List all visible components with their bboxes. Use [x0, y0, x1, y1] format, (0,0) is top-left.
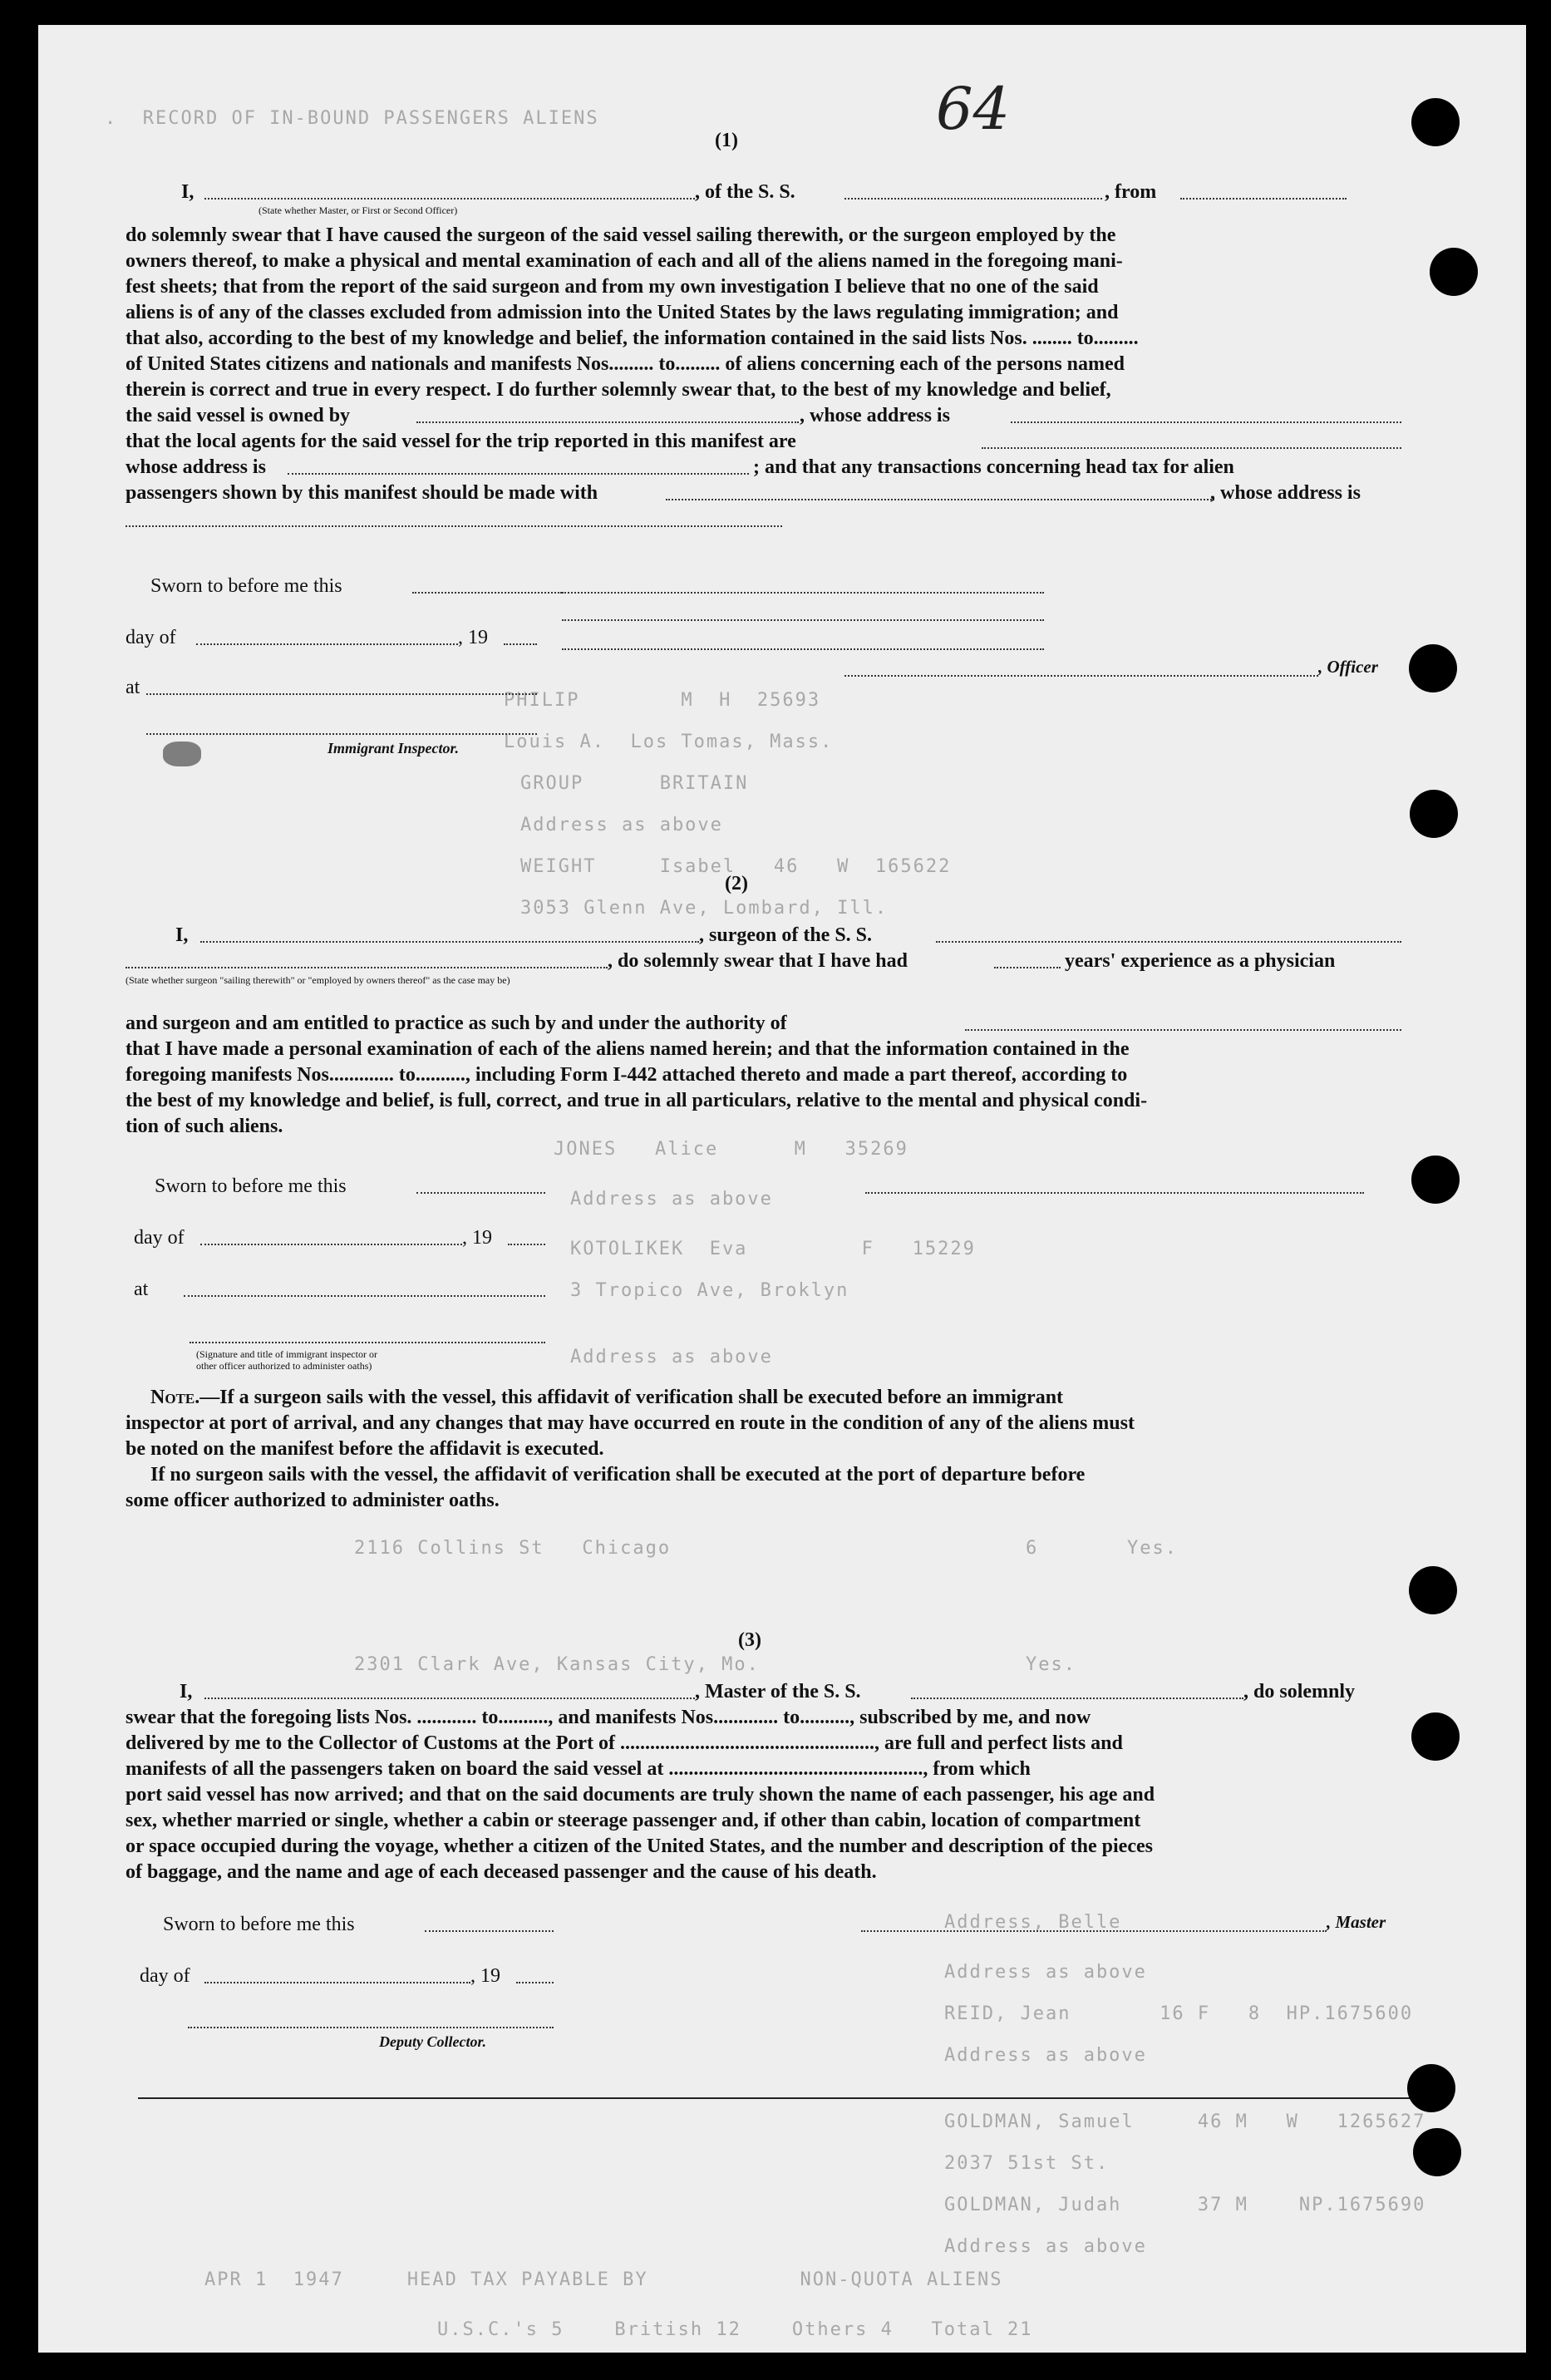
surgeon-status-blank[interactable] — [126, 967, 608, 968]
year-label-1: , 19 — [458, 627, 488, 648]
surgeon-caption: (State whether surgeon "sailing therewith" or "employed by owners thereof" as the case may be) — [126, 974, 510, 986]
do-solemnly-label-3: , do solemnly — [1243, 1681, 1356, 1702]
note-paragraph: Note.—If a surgeon sails with the vessel, this affidavit of verification shall be executed before an immigrant inspector at port of arrival, and any changes that may have occurred en route in the condition of any of the aliens must be noted on the manifest before the affidavit is executed. If no surgeon sails with the vessel, the affidavit of verification shall be executed at the port of departure before some officer authorized to administer oaths. — [126, 1387, 1135, 1511]
punch-hole — [1411, 1156, 1460, 1204]
passengers-shown-label: passengers shown by this manifest should be made with — [126, 482, 598, 504]
surgeon-authority-label: and surgeon and am entitled to practice as such by and under the authority of — [126, 1013, 787, 1034]
punch-hole — [1409, 644, 1457, 692]
sworn-label-2: Sworn to before me this — [155, 1175, 347, 1197]
surgeon-of-ss-label: , surgeon of the S. S. — [699, 924, 873, 946]
surgeon-i: I, — [175, 924, 189, 946]
at-blank-2[interactable] — [184, 1295, 545, 1297]
day-of-label-2: day of — [134, 1227, 185, 1249]
vessel-name-blank[interactable] — [844, 198, 1102, 200]
day-of-blank-3[interactable] — [204, 1982, 470, 1983]
surgeon-name-blank[interactable] — [200, 941, 699, 943]
owner-address-blank[interactable] — [1011, 421, 1401, 423]
master-name-blank[interactable] — [204, 198, 695, 200]
master-of-ss-label: , Master of the S. S. — [695, 1681, 861, 1702]
master-label: , Master — [1327, 1912, 1386, 1932]
owned-by-label: the said vessel is owned by — [126, 405, 351, 426]
punch-hole — [1411, 1712, 1460, 1761]
deputy-collector-line[interactable] — [188, 2027, 554, 2028]
from-port-blank[interactable] — [1180, 198, 1347, 200]
year-label-3: , 19 — [470, 1965, 500, 1987]
officer-label: , Officer — [1318, 657, 1378, 677]
at-label-2: at — [134, 1279, 149, 1300]
master-signature-line[interactable] — [861, 1930, 1327, 1932]
at-blank-1[interactable] — [146, 693, 537, 695]
at-label-1: at — [126, 677, 140, 698]
ink-smudge — [163, 742, 201, 766]
sworn-day-blank-1[interactable] — [412, 592, 562, 594]
bottom-rule — [138, 2097, 1426, 2099]
deputy-collector-label: Deputy Collector. — [379, 2033, 486, 2050]
local-agents-blank[interactable] — [982, 447, 1401, 449]
year-label-2: , 19 — [462, 1227, 492, 1249]
sworn-label-1: Sworn to before me this — [150, 575, 342, 597]
day-of-blank-2[interactable] — [200, 1244, 462, 1245]
handwritten-page-number: 64 — [936, 75, 1011, 143]
vessel-name-blank-3[interactable] — [911, 1698, 1243, 1699]
year-blank-1[interactable] — [504, 643, 537, 645]
section-2-oath-text: that I have made a personal examination of each of the aliens named herein; and that the information contained in the foregoing manifests Nos............. to.........., including Form I-442 attached thereto and made a part thereof, according to the best of my knowledge and belief, is full, correct, and true in all particulars, relative to the mental and physical condi- tion of such aliens. — [126, 1038, 1148, 1137]
administering-officer-line[interactable] — [190, 1342, 545, 1343]
master-i: I, — [180, 1681, 193, 1702]
section-3-oath-text: swear that the foregoing lists Nos. ............ to.........., and manifests Nos............. to.........., subscribed by me, and now delivered by me to the Collector of Customs at the Port of ..................................................., are full and perfect lists and manifests of all the passengers taken on board the said vessel at ..................................................., from which port said vessel has now arrived; and that on the said documents are truly shown the name of each passenger, his age and sex, whether married or single, whether a cabin or steerage passenger and, if other than cabin, location of compartment or space occupied during the voyage, whether a citizen of the United States, and the number and description of the pieces of baggage, and the name and age of each deceased passenger and the cause of his death. — [126, 1707, 1155, 1883]
of-the-ss-label: , of the S. S. — [695, 181, 795, 203]
owner-blank[interactable] — [416, 421, 799, 423]
sworn-day-blank-3[interactable] — [425, 1930, 554, 1932]
punch-hole — [1411, 98, 1460, 146]
signature-line-1b[interactable] — [562, 619, 1044, 621]
surgeon-vessel-blank[interactable] — [936, 941, 1401, 943]
sworn-day-blank-2[interactable] — [416, 1192, 545, 1194]
signature-line-1c[interactable] — [562, 648, 1044, 650]
master-name-blank-3[interactable] — [204, 1698, 695, 1699]
head-tax-address-label: , whose address is — [1210, 482, 1361, 504]
day-of-blank-1[interactable] — [196, 643, 458, 645]
punch-hole — [1413, 2128, 1461, 2176]
authority-blank[interactable] — [965, 1029, 1401, 1031]
punch-hole — [1407, 2064, 1455, 2112]
year-blank-2[interactable] — [508, 1244, 545, 1245]
local-agents-label: that the local agents for the said vessel for the trip reported in this manifest are — [126, 431, 796, 452]
from-label: , from — [1105, 181, 1157, 203]
day-of-label-1: day of — [126, 627, 176, 648]
inspector-signature-line[interactable] — [146, 733, 537, 735]
head-tax-party-blank[interactable] — [666, 499, 1214, 500]
section-1-heading: (1) — [715, 130, 738, 151]
punch-hole — [1410, 790, 1458, 838]
do-solemnly-label-2: , do solemnly swear that I have had — [608, 950, 908, 972]
punch-hole — [1430, 248, 1478, 296]
immigrant-inspector-label: Immigrant Inspector. — [327, 740, 460, 756]
section-3-heading: (3) — [738, 1629, 761, 1651]
manifest-page: . RECORD OF IN-BOUND PASSENGERS ALIENS PHILIP M H 25693 Louis A. Los Tomas, Mass. GROUP BRITAIN Address as above WEIGHT Isabel 46 W 165622 3053 Glenn Ave, Lombard, Ill. JONES Alice M 35269 Address as above KOTOLIKEK Eva F 15229 3 Tropico Ave, Broklyn Address as above 2116 Collins St Chicago 6 Yes. 2301 Clark Ave, Kansas City, Mo. Yes. Address, Belle Address as above REID, Jean 16 F 8 HP.1675600 Address as above GOLDMAN, Samuel 46 M W 1265627 2037 51st St. GOLDMAN, Judah 37 M NP.1675690 Address as above APR 1 1947 HEAD TAX PAYABLE BY NON-QUOTA ALIENS U.S.C.'s 5 British 12 Others 4 Total 21 64 (1) I, , of the S. S. , from (State whether Master, or First or Second Officer) do solemnly swear that I have caused the surgeon of the said vessel sailing therewith, or the surgeon employed by the owners thereof, to make a physical and mental examination of each and all of the aliens named in the foregoing mani- fest sheets; that from the report of the said surgeon and from my own investigation I believe that no one of the said aliens is of any of the classes excluded from admission into the United States by the laws regulating immigration; and that also, according to the best of my knowledge and belief, the information contained in the said lists Nos. ........ to......... of United States citizens and nationals and manifests Nos......... to......... of aliens concerning each of the persons named therein is correct and true in every respect. I do further solemnly swear that, to the best of my knowledge and belief, the said vessel is owned by , whose address is that the local agents for the said vessel for the trip reported in this manifest are whose address is ; and that any transactions concerning head tax for alien passengers shown by this manifest should be made with , whose address is Sworn to before me this day of , 19 , Officer at Immigrant Inspector. (2) I, , surgeon of the S. S. , do solemnly swear that I have had years' experience as a physician (State whether surgeon "sailing therewith" or "employed by owners thereof" as the case may be) and surgeon and am entitled to practice as such by and under the authority of that I have made a personal examination of each of the aliens named herein; and that the information contained in the foregoing manifests Nos............. to.........., including Form I-442 attached thereto and made a part thereof, according to the best of my knowledge and belief, is full, correct, and true in all particulars, relative to the mental and physical condi- tion of such aliens. Sworn to before me this day of , 19 at (Signature and title of immigrant inspector or other officer authorized to administer oaths) Note.—If a surgeon sails with the vessel, this affidavit of verification shall be executed before an immigrant inspector at port of arrival, and any changes that may have occurred en route in the condition of any of the aliens must be noted on the manifest before the affidavit is executed. If no surgeon sails with the vessel, the affidavit of verification shall be executed at the port of departure before some officer authorized to administer oaths. (3) I, , Master of the S. S. , do solemnly swear that the foregoing lists Nos. ............ to.........., and manifests Nos............. to.........., subscribed by me, and now delivered by me to the Collector of Customs at the Port of ..................................................., are full and perfect lists and manifests of all the passengers taken on board the said vessel at ..................................................., from which port said vessel has now arrived; and that on the said documents are truly shown the name of each passenger, his age and sex, whether married or single, whether a cabin or steerage passenger and, if other than cabin, location of compartment or space occupied during the voyage, whether a citizen of the United States, and the number and description of the pieces of baggage, and the name and age of each deceased passenger and the cause of his death. Sworn to before me this , Master day of , 19 Deputy Collector. — [38, 25, 1526, 2353]
surgeon-signature-line[interactable] — [865, 1192, 1364, 1194]
section-1-oath-text: do solemnly swear that I have caused the surgeon of the said vessel sailing therewith, or the surgeon employed by the owners thereof, to make a physical and mental examination of each and all of the aliens named in the foregoing mani- fest sheets; that from the report of the said surgeon and from my own investigation I believe that no one of the said aliens is of any of the classes excluded from admission into the United States by the laws regulating immigration; and that also, according to the best of my knowledge and belief, the information contained in the said lists Nos. ........ to......... of United States citizens and nationals and manifests Nos......... to......... of aliens concerning each of the persons named therein is correct and true in every respect. I do further solemnly swear that, to the best of my knowledge and belief, — [126, 224, 1139, 401]
years-experience-label: years' experience as a physician — [1065, 950, 1336, 972]
head-tax-address-blank[interactable] — [126, 525, 782, 527]
agents-address-label: whose address is — [126, 456, 266, 478]
punch-hole — [1409, 1566, 1457, 1614]
year-blank-3[interactable] — [516, 1982, 554, 1983]
section-2-heading: (2) — [725, 873, 748, 894]
signature-line-1a[interactable] — [562, 592, 1044, 594]
agents-address-blank[interactable] — [288, 473, 749, 475]
years-blank[interactable] — [994, 967, 1061, 968]
day-of-label-3: day of — [140, 1965, 190, 1987]
signature-caption: (Signature and title of immigrant inspector or other officer authorized to administer oaths) — [196, 1348, 377, 1372]
master-caption: (State whether Master, or First or Second Officer) — [258, 204, 458, 216]
officer-signature-line[interactable] — [844, 675, 1318, 677]
owner-address-label: , whose address is — [800, 405, 950, 426]
head-tax-label: ; and that any transactions concerning head tax for alien — [753, 456, 1234, 478]
sworn-label-3: Sworn to before me this — [163, 1914, 355, 1935]
oath-i: I, — [181, 181, 194, 203]
